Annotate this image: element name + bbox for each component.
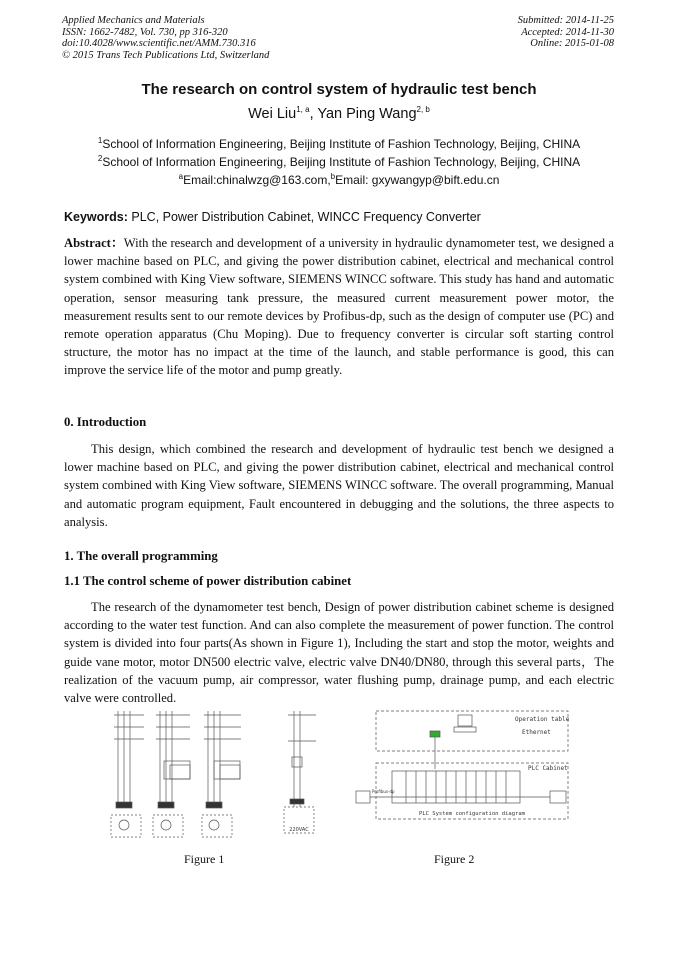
submitted-date: Submitted: 2014-11-25 <box>517 15 614 26</box>
affiliation-1 <box>0 137 678 151</box>
section-1-heading: 1. The overall programming <box>64 549 218 563</box>
figure-2-plc-cabinet-label: PLC Cabinet <box>528 765 568 772</box>
affiliation-2 <box>0 155 678 169</box>
affiliation-2-sup: 2 <box>97 154 103 163</box>
author-1-sup: 1, a <box>296 105 310 115</box>
figure-2-operation-table-label: Operation table <box>515 716 570 723</box>
author-2: Yan Ping Wang <box>317 106 417 122</box>
figure-1-voltage-label: 220VAC <box>289 827 309 833</box>
affiliation-1-text: School of Information Engineering, Beijing Institute of Fashion Technology, Beijing, CHINA <box>102 137 581 151</box>
section-1-1-heading: 1.1 The control scheme of power distribution cabinet <box>64 574 352 588</box>
section-1-1-paragraph: The research of the dynamometer test bench, Design of power distribution cabinet scheme is designed according to the water test function. And can also complete the measurement of power function. The control system is divided into four parts(As shown in Figure 1), Including the start and stop the motor, weights and guide vane motor, motor DN500 electric valve, electric valve DN40/DN80, through this several parts，The realization of the vacuum pump, air compressor, water flushing pump, drainage pump, and each electric valve were controlled. <box>64 600 614 706</box>
journal-info <box>62 15 269 61</box>
intro-heading: 0. Introduction <box>64 415 147 429</box>
figure-2-diagram <box>350 707 585 847</box>
journal-name: Applied Mechanics and Materials <box>62 15 205 26</box>
figure-2-ethernet-label: Ethernet <box>522 729 551 736</box>
copyright-line: © 2015 Trans Tech Publications Ltd, Switzerland <box>62 49 270 61</box>
intro-paragraph: This design, which combined the research and development of hydraulic test bench we designed a lower machine based on PLC, and giving the power distribution cabinet, electrical and mechanical control system combined with King View software, SIEMENS WINCC software. The overall programming, Manual and automatic program equipment, Fault encountered in debugging and the solutions, the three aspects to analysis. <box>64 442 614 529</box>
email-b: Email: gxywangyp@bift.edu.cn <box>335 173 500 187</box>
abstract-colon: ： <box>110 236 124 250</box>
email-b-sup: b <box>330 172 336 181</box>
keywords-text: PLC, Power Distribution Cabinet, WINCC Frequency Converter <box>127 210 481 224</box>
affiliation-2-text: School of Information Engineering, Beijing Institute of Fashion Technology, Beijing, CHINA <box>102 155 581 169</box>
online-date: Online: 2015-01-08 <box>530 38 614 49</box>
author-2-sup: 2, b <box>416 105 430 115</box>
email-a: Email:chinalwzg@163.com, <box>183 173 331 187</box>
figure-1-caption: Figure 1 <box>184 852 225 866</box>
doi-line: doi:10.4028/www.scientific.net/AMM.730.316 <box>62 38 256 49</box>
dates-info <box>518 15 614 50</box>
figure-1-schematic <box>106 707 336 847</box>
paper-title: The research on control system of hydraulic test bench <box>141 81 537 98</box>
abstract <box>64 234 614 380</box>
figure-2-caption: Figure 2 <box>434 852 475 866</box>
accepted-date: Accepted: 2014-11-30 <box>521 26 614 38</box>
abstract-text: With the research and development of a university in hydraulic dynamometer test, we designed a lower machine based on PLC, and giving the power distribution cabinet, electrical and mechanical control system combined with King View software, SIEMENS WINCC software. This study has hand and automatic operation, sensor measuring tank pressure, the measured current measurement power motor, the measurement results sent to our remote devices by Profibus-dp, such as the design of computer use (PC) and remote operation apparatus (Chu Moping). Due to frequency converter is circular soft starting control structure, the motor has no impact at the time of the launch, and stable performance is good, this can improve the service life of the motor and pump greatly. <box>64 236 614 378</box>
author-1: Wei Liu <box>248 106 297 122</box>
issn-line: ISSN: 1662-7482, Vol. 730, pp 316-320 <box>62 26 228 38</box>
author-separator: , <box>309 106 318 122</box>
email-a-sup: a <box>178 172 184 181</box>
authors <box>0 106 678 122</box>
keywords-label: Keywords: <box>64 210 128 224</box>
figure-2-diagram-caption: PLC System configuration diagram <box>419 811 525 817</box>
keywords <box>64 210 481 224</box>
affiliation-1-sup: 1 <box>97 136 103 145</box>
figure-2-profibus-label: Profibus-dp <box>372 789 395 794</box>
abstract-label: Abstract <box>64 236 111 250</box>
emails <box>0 173 678 187</box>
